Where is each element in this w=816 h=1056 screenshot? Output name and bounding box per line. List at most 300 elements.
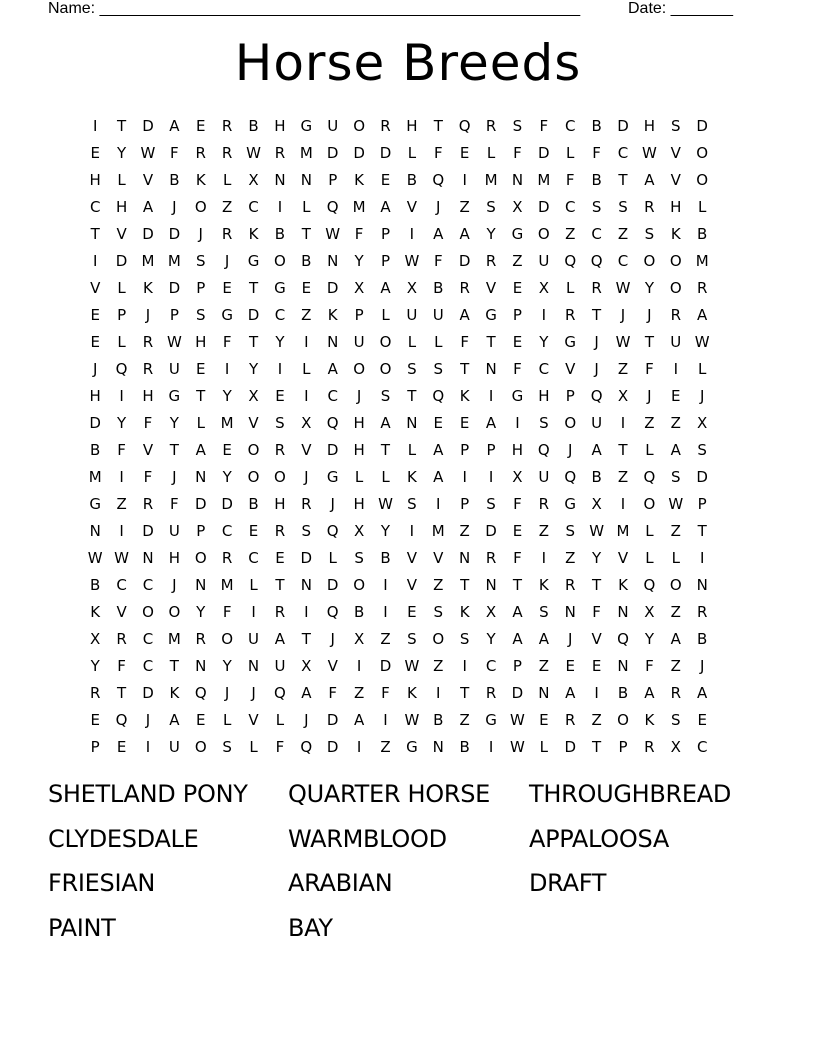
grid-letter[interactable]: Q (115, 360, 128, 378)
grid-letter[interactable]: X (644, 603, 655, 621)
grid-letter[interactable]: A (327, 360, 338, 378)
grid-letter[interactable]: H (168, 549, 180, 567)
grid-letter[interactable]: T (460, 360, 470, 378)
grid-letter[interactable]: S (486, 495, 496, 513)
grid-letter[interactable]: L (566, 144, 575, 162)
grid-letter[interactable]: C (221, 522, 233, 540)
grid-letter[interactable]: L (328, 549, 337, 567)
grid-letter[interactable]: I (541, 549, 547, 567)
grid-letter[interactable]: I (383, 711, 388, 729)
grid-letter[interactable]: L (354, 468, 364, 486)
grid-letter[interactable]: I (277, 360, 283, 378)
grid-letter[interactable]: O (379, 360, 392, 378)
grid-letter[interactable]: W (378, 495, 393, 513)
grid-letter[interactable]: C (89, 198, 101, 216)
grid-letter[interactable]: S (407, 360, 417, 378)
grid-letter[interactable]: Y (644, 279, 654, 297)
grid-letter[interactable]: U (670, 333, 682, 351)
grid-letter[interactable]: U (538, 468, 550, 486)
grid-letter[interactable]: W (615, 333, 631, 351)
grid-letter[interactable]: R (195, 144, 206, 162)
grid-letter[interactable]: Q (590, 387, 603, 405)
grid-letter[interactable]: H (353, 414, 365, 432)
grid-letter[interactable]: D (194, 495, 207, 513)
grid-letter[interactable]: W (325, 225, 341, 243)
grid-letter[interactable]: Z (116, 495, 127, 513)
grid-letter[interactable]: M (484, 171, 498, 189)
grid-letter[interactable]: F (170, 495, 179, 513)
grid-letter[interactable]: L (566, 279, 575, 297)
grid-letter[interactable]: Z (512, 252, 523, 270)
grid-letter[interactable]: J (172, 576, 177, 594)
grid-letter[interactable]: A (538, 630, 549, 648)
grid-letter[interactable]: R (274, 522, 286, 540)
grid-letter[interactable]: P (354, 306, 364, 324)
grid-letter[interactable]: F (513, 144, 522, 162)
grid-letter[interactable]: E (196, 117, 206, 135)
grid-letter[interactable]: L (698, 360, 707, 378)
grid-letter[interactable]: P (460, 441, 470, 459)
grid-letter[interactable]: J (568, 630, 573, 648)
grid-letter[interactable]: A (459, 306, 470, 324)
grid-letter[interactable]: R (696, 603, 708, 621)
grid-letter[interactable]: H (511, 441, 524, 459)
grid-letter[interactable]: G (89, 495, 101, 513)
grid-letter[interactable]: H (353, 441, 365, 459)
grid-letter[interactable]: D (617, 117, 629, 135)
grid-letter[interactable]: J (699, 657, 705, 675)
grid-letter[interactable]: B (697, 630, 708, 648)
grid-letter[interactable]: S (407, 495, 417, 513)
grid-letter[interactable]: V (327, 657, 338, 675)
grid-letter[interactable]: N (327, 333, 339, 351)
grid-letter[interactable]: I (92, 252, 98, 270)
grid-letter[interactable]: X (538, 279, 549, 297)
grid-letter[interactable]: J (172, 198, 177, 216)
grid-letter[interactable]: B (90, 576, 101, 594)
grid-letter[interactable]: O (643, 495, 656, 513)
grid-letter[interactable]: E (275, 387, 285, 405)
grid-letter[interactable]: F (222, 333, 232, 351)
grid-letter[interactable]: Z (353, 684, 365, 702)
grid-letter[interactable]: S (644, 225, 655, 243)
grid-letter[interactable]: Z (617, 225, 629, 243)
grid-letter[interactable]: L (486, 144, 496, 162)
grid-letter[interactable]: B (459, 738, 470, 756)
grid-letter[interactable]: X (512, 198, 523, 216)
grid-letter[interactable]: H (142, 387, 154, 405)
grid-letter[interactable]: Q (590, 252, 603, 270)
grid-letter[interactable]: V (565, 360, 576, 378)
grid-letter[interactable]: U (406, 306, 418, 324)
grid-letter[interactable]: R (195, 630, 206, 648)
grid-letter[interactable]: C (142, 576, 154, 594)
grid-letter[interactable]: N (300, 171, 312, 189)
grid-letter[interactable]: D (538, 144, 550, 162)
grid-letter[interactable]: I (620, 495, 626, 513)
grid-letter[interactable]: N (406, 414, 418, 432)
grid-letter[interactable]: T (592, 306, 602, 324)
grid-letter[interactable]: O (643, 252, 656, 270)
grid-letter[interactable]: X (353, 279, 365, 297)
grid-letter[interactable]: G (247, 252, 260, 270)
grid-letter[interactable]: R (485, 252, 497, 270)
grid-letter[interactable]: I (594, 684, 599, 702)
grid-letter[interactable]: Z (617, 360, 629, 378)
grid-letter[interactable]: Y (354, 252, 364, 270)
grid-letter[interactable]: T (301, 225, 311, 243)
grid-letter[interactable]: L (645, 522, 654, 540)
grid-letter[interactable]: X (670, 738, 681, 756)
grid-letter[interactable]: P (565, 387, 575, 405)
grid-letter[interactable]: V (406, 576, 418, 594)
grid-letter[interactable]: X (248, 387, 259, 405)
grid-letter[interactable]: S (195, 306, 206, 324)
grid-letter[interactable]: R (142, 495, 154, 513)
grid-letter[interactable]: E (512, 279, 523, 297)
grid-letter[interactable]: Q (300, 738, 313, 756)
grid-letter[interactable]: Q (564, 468, 577, 486)
grid-letter[interactable]: K (459, 387, 470, 405)
grid-letter[interactable]: R (644, 738, 655, 756)
grid-letter[interactable]: R (459, 279, 470, 297)
grid-letter[interactable]: I (224, 360, 230, 378)
grid-letter[interactable]: X (301, 657, 312, 675)
grid-letter[interactable]: T (618, 171, 628, 189)
grid-letter[interactable]: C (116, 576, 127, 594)
grid-letter[interactable]: S (671, 117, 681, 135)
grid-letter[interactable]: L (645, 549, 654, 567)
grid-letter[interactable]: N (195, 576, 207, 594)
grid-letter[interactable]: S (354, 549, 364, 567)
grid-letter[interactable]: I (251, 603, 256, 621)
grid-letter[interactable]: V (406, 198, 418, 216)
grid-letter[interactable]: R (538, 495, 550, 513)
grid-letter[interactable]: T (117, 117, 127, 135)
grid-letter[interactable]: U (168, 360, 180, 378)
grid-letter[interactable]: N (327, 252, 339, 270)
grid-letter[interactable]: S (275, 414, 285, 432)
grid-letter[interactable]: K (406, 468, 417, 486)
grid-letter[interactable]: K (354, 171, 365, 189)
grid-letter[interactable]: Z (565, 549, 576, 567)
grid-letter[interactable]: F (513, 360, 522, 378)
grid-letter[interactable]: S (512, 117, 523, 135)
grid-letter[interactable]: Z (459, 711, 470, 729)
grid-letter[interactable]: G (564, 333, 577, 351)
grid-letter[interactable]: E (90, 144, 100, 162)
grid-letter[interactable]: W (87, 549, 103, 567)
grid-letter[interactable]: O (194, 738, 207, 756)
grid-letter[interactable]: R (221, 117, 233, 135)
grid-letter[interactable]: T (592, 738, 602, 756)
grid-letter[interactable]: K (248, 225, 259, 243)
grid-letter[interactable]: K (169, 684, 180, 702)
grid-letter[interactable]: V (670, 144, 681, 162)
grid-letter[interactable]: P (196, 279, 206, 297)
grid-letter[interactable]: S (591, 198, 602, 216)
grid-letter[interactable]: I (92, 117, 98, 135)
grid-letter[interactable]: F (381, 684, 390, 702)
grid-letter[interactable]: A (353, 711, 365, 729)
grid-letter[interactable]: Y (592, 549, 602, 567)
grid-letter[interactable]: P (328, 171, 338, 189)
grid-letter[interactable]: I (119, 522, 124, 540)
grid-letter[interactable]: I (409, 225, 415, 243)
grid-letter[interactable]: C (617, 252, 629, 270)
grid-letter[interactable]: D (168, 225, 181, 243)
grid-letter[interactable]: R (591, 279, 602, 297)
grid-letter[interactable]: E (512, 522, 523, 540)
grid-letter[interactable]: N (617, 603, 629, 621)
grid-letter[interactable]: J (330, 630, 335, 648)
grid-letter[interactable]: Y (486, 225, 496, 243)
grid-letter[interactable]: F (513, 549, 522, 567)
name-field-line[interactable]: Name: ______________________________________________________ (48, 0, 581, 17)
grid-letter[interactable]: P (460, 495, 470, 513)
grid-letter[interactable]: H (643, 117, 656, 135)
grid-letter[interactable]: F (143, 468, 153, 486)
grid-letter[interactable]: Q (432, 387, 445, 405)
grid-letter[interactable]: Z (670, 603, 681, 621)
grid-letter[interactable]: F (592, 144, 601, 162)
grid-letter[interactable]: G (485, 306, 497, 324)
grid-letter[interactable]: S (539, 414, 549, 432)
grid-letter[interactable]: C (142, 630, 154, 648)
grid-letter[interactable]: E (275, 549, 285, 567)
grid-letter[interactable]: Y (169, 414, 179, 432)
grid-letter[interactable]: Z (380, 630, 391, 648)
grid-letter[interactable]: F (222, 603, 232, 621)
grid-letter[interactable]: F (513, 495, 522, 513)
grid-letter[interactable]: B (591, 468, 602, 486)
grid-letter[interactable]: L (434, 333, 443, 351)
grid-letter[interactable]: D (696, 117, 708, 135)
grid-letter[interactable]: D (300, 549, 313, 567)
grid-letter[interactable]: R (485, 117, 497, 135)
grid-letter[interactable]: D (696, 468, 708, 486)
grid-letter[interactable]: R (485, 549, 497, 567)
grid-letter[interactable]: I (488, 468, 494, 486)
grid-letter[interactable]: J (594, 360, 599, 378)
grid-letter[interactable]: G (564, 495, 577, 513)
grid-letter[interactable]: O (669, 252, 682, 270)
grid-letter[interactable]: N (195, 657, 207, 675)
grid-letter[interactable]: M (352, 198, 366, 216)
grid-letter[interactable]: R (696, 279, 708, 297)
grid-letter[interactable]: U (353, 333, 365, 351)
grid-letter[interactable]: Z (433, 657, 444, 675)
grid-letter[interactable]: D (221, 495, 233, 513)
grid-letter[interactable]: A (169, 711, 180, 729)
grid-letter[interactable]: A (644, 171, 655, 189)
grid-letter[interactable]: P (380, 225, 391, 243)
grid-letter[interactable]: O (353, 576, 365, 594)
grid-letter[interactable]: S (195, 252, 206, 270)
grid-letter[interactable]: A (670, 441, 681, 459)
grid-letter[interactable]: F (117, 657, 126, 675)
grid-letter[interactable]: J (647, 387, 652, 405)
grid-letter[interactable]: A (565, 684, 576, 702)
grid-letter[interactable]: F (117, 441, 126, 459)
grid-letter[interactable]: B (248, 117, 259, 135)
grid-letter[interactable]: L (249, 738, 258, 756)
grid-letter[interactable]: P (618, 738, 628, 756)
grid-letter[interactable]: H (406, 117, 418, 135)
grid-letter[interactable]: Q (274, 684, 286, 702)
grid-letter[interactable]: I (304, 333, 309, 351)
grid-letter[interactable]: L (381, 306, 390, 324)
grid-letter[interactable]: B (380, 549, 391, 567)
grid-letter[interactable]: B (591, 117, 602, 135)
grid-letter[interactable]: D (168, 279, 181, 297)
grid-letter[interactable]: P (117, 306, 127, 324)
grid-letter[interactable]: A (485, 414, 497, 432)
grid-letter[interactable]: N (274, 171, 286, 189)
grid-letter[interactable]: N (459, 549, 471, 567)
grid-letter[interactable]: A (380, 198, 391, 216)
grid-letter[interactable]: J (356, 387, 362, 405)
grid-letter[interactable]: E (512, 333, 523, 351)
grid-letter[interactable]: D (538, 198, 550, 216)
grid-letter[interactable]: D (326, 711, 339, 729)
grid-letter[interactable]: E (565, 657, 575, 675)
grid-letter[interactable]: I (119, 387, 124, 405)
grid-letter[interactable]: K (143, 279, 153, 297)
grid-letter[interactable]: Q (194, 684, 207, 702)
grid-letter[interactable]: T (486, 333, 496, 351)
grid-letter[interactable]: J (251, 684, 256, 702)
grid-letter[interactable]: C (696, 738, 708, 756)
grid-letter[interactable]: A (512, 603, 523, 621)
grid-letter[interactable]: I (304, 387, 309, 405)
grid-letter[interactable]: A (512, 630, 523, 648)
grid-letter[interactable]: S (433, 360, 444, 378)
grid-letter[interactable]: Q (537, 441, 550, 459)
grid-letter[interactable]: D (326, 441, 339, 459)
grid-letter[interactable]: N (696, 576, 708, 594)
grid-letter[interactable]: V (116, 603, 127, 621)
grid-letter[interactable]: E (697, 711, 707, 729)
grid-letter[interactable]: M (537, 171, 551, 189)
grid-letter[interactable]: Z (644, 414, 655, 432)
grid-letter[interactable]: T (592, 576, 602, 594)
grid-letter[interactable]: T (248, 333, 259, 351)
grid-letter[interactable]: K (327, 306, 338, 324)
grid-letter[interactable]: E (591, 657, 602, 675)
grid-letter[interactable]: F (354, 225, 364, 243)
grid-letter[interactable]: S (565, 522, 575, 540)
grid-letter[interactable]: T (644, 333, 654, 351)
grid-letter[interactable]: E (380, 171, 391, 189)
grid-letter[interactable]: X (697, 414, 708, 432)
grid-letter[interactable]: V (116, 225, 127, 243)
grid-letter[interactable]: Y (90, 657, 100, 675)
grid-letter[interactable]: M (220, 576, 234, 594)
grid-letter[interactable]: D (247, 306, 260, 324)
grid-letter[interactable]: P (512, 306, 522, 324)
grid-letter[interactable]: F (433, 252, 443, 270)
grid-letter[interactable]: S (486, 198, 496, 216)
grid-letter[interactable]: E (90, 306, 100, 324)
grid-letter[interactable]: N (89, 522, 101, 540)
grid-letter[interactable]: L (302, 198, 311, 216)
grid-letter[interactable]: R (565, 576, 576, 594)
grid-letter[interactable]: J (224, 252, 230, 270)
grid-letter[interactable]: S (671, 711, 681, 729)
grid-letter[interactable]: A (459, 225, 470, 243)
grid-letter[interactable]: J (304, 711, 309, 729)
grid-letter[interactable]: L (407, 441, 417, 459)
grid-letter[interactable]: C (564, 117, 576, 135)
grid-letter[interactable]: I (145, 738, 151, 756)
grid-letter[interactable]: O (142, 603, 154, 621)
grid-letter[interactable]: X (301, 414, 312, 432)
grid-letter[interactable]: X (617, 387, 629, 405)
grid-letter[interactable]: Z (301, 306, 312, 324)
grid-letter[interactable]: T (512, 576, 523, 594)
grid-letter[interactable]: V (248, 414, 259, 432)
grid-letter[interactable]: D (142, 522, 154, 540)
grid-letter[interactable]: D (379, 144, 392, 162)
grid-letter[interactable]: W (615, 279, 631, 297)
grid-letter[interactable]: H (89, 171, 101, 189)
grid-letter[interactable]: E (248, 522, 259, 540)
grid-letter[interactable]: I (383, 603, 388, 621)
grid-letter[interactable]: W (510, 738, 525, 756)
grid-letter[interactable]: I (462, 657, 467, 675)
grid-letter[interactable]: O (669, 279, 682, 297)
grid-letter[interactable]: O (564, 414, 577, 432)
grid-letter[interactable]: Y (486, 630, 496, 648)
grid-letter[interactable]: H (538, 387, 550, 405)
grid-letter[interactable]: U (168, 738, 180, 756)
grid-letter[interactable]: E (671, 387, 681, 405)
grid-letter[interactable]: T (248, 279, 259, 297)
grid-letter[interactable]: I (488, 738, 494, 756)
grid-letter[interactable]: Y (222, 657, 232, 675)
grid-letter[interactable]: O (353, 360, 365, 378)
grid-letter[interactable]: W (114, 549, 129, 567)
grid-letter[interactable]: F (460, 333, 469, 351)
grid-letter[interactable]: Z (538, 657, 549, 675)
grid-letter[interactable]: O (274, 252, 286, 270)
grid-letter[interactable]: J (304, 468, 309, 486)
grid-letter[interactable]: J (620, 306, 626, 324)
grid-letter[interactable]: Z (591, 711, 602, 729)
grid-letter[interactable]: J (224, 684, 230, 702)
grid-letter[interactable]: K (670, 225, 681, 243)
grid-letter[interactable]: Y (196, 603, 206, 621)
grid-letter[interactable]: E (301, 279, 312, 297)
grid-letter[interactable]: D (511, 684, 524, 702)
grid-letter[interactable]: Y (117, 144, 127, 162)
grid-letter[interactable]: T (380, 441, 391, 459)
grid-letter[interactable]: V (406, 549, 418, 567)
grid-letter[interactable]: N (485, 576, 497, 594)
grid-letter[interactable]: P (697, 495, 707, 513)
grid-letter[interactable]: R (116, 630, 127, 648)
grid-letter[interactable]: D (326, 144, 339, 162)
grid-letter[interactable]: P (380, 252, 391, 270)
grid-letter[interactable]: I (515, 414, 520, 432)
grid-letter[interactable]: O (669, 576, 682, 594)
grid-letter[interactable]: U (248, 630, 260, 648)
grid-letter[interactable]: T (407, 387, 417, 405)
grid-letter[interactable]: I (436, 684, 441, 702)
grid-letter[interactable]: D (142, 117, 154, 135)
grid-letter[interactable]: E (90, 711, 100, 729)
